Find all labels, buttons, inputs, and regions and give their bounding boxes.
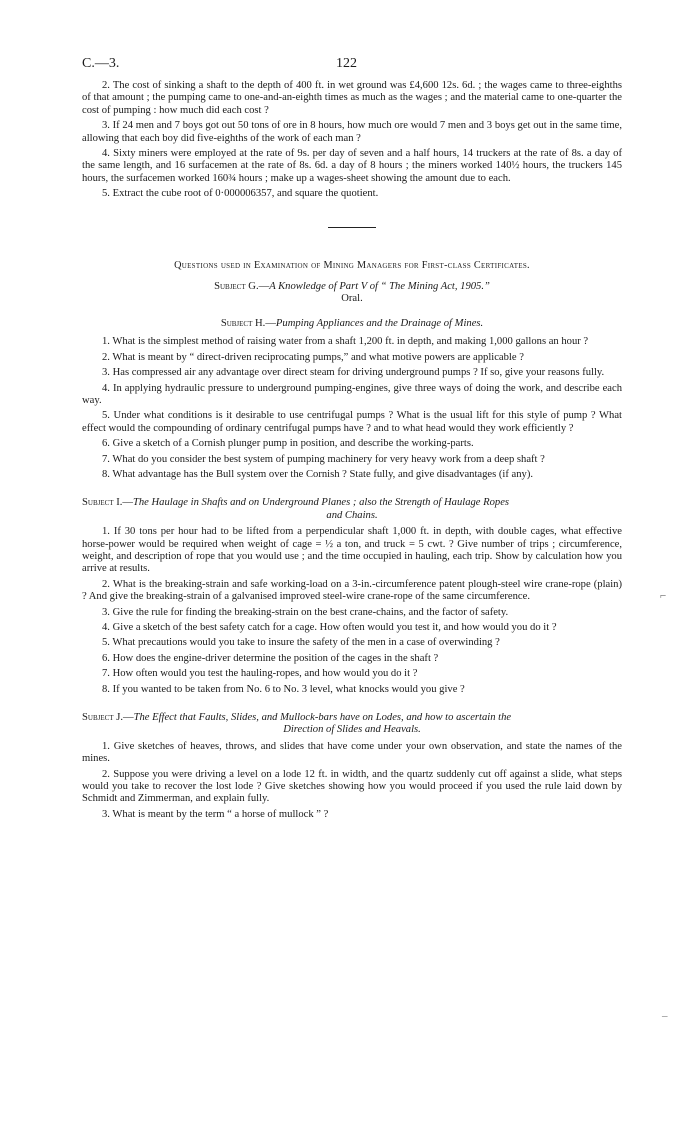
question-item: 1. If 30 tons per hour had to be lifted from a perpendicular shaft 1,000 ft. in depth, with double cages, what effective horse-power would be required when weight of cage = ½ a ton, and truck = 5 cwt. ? Give number of trips ; circumference, weight, and description of rope that you would use ; and the time occupied in hauling, each trip. Show by calculation how you arrive at results. bbox=[82, 526, 622, 575]
document-page bbox=[82, 58, 622, 824]
question-item: 5. Extract the cube root of 0·000006357, and square the quotient. bbox=[102, 188, 379, 200]
question-item: 8. What advantage has the Bull system over the Cornish ? State fully, and give disadvantages (if any). bbox=[102, 468, 533, 480]
subject-i-label: Subject I.— bbox=[82, 497, 133, 509]
question-item: 6. Give a sketch of a Cornish plunger pump in position, and describe the working-parts. bbox=[102, 438, 474, 450]
subject-g-oral: Oral. bbox=[341, 293, 363, 305]
question-item: 2. What is the breaking-strain and safe working-load on a 3-in.-circumference patent plough-steel wire crane-rope (plain) ? And give the breaking-strain of a galvanised improved steel-wire crane-rope of the same circumference. bbox=[82, 578, 622, 603]
question-item: 5. What precautions would you take to insure the safety of the men in a case of overwinding ? bbox=[102, 637, 500, 649]
section-divider bbox=[328, 227, 376, 228]
subject-g-title: A Knowledge of Part V of “ The Mining Act, 1905.” bbox=[269, 281, 490, 293]
subject-i-heading bbox=[82, 497, 622, 522]
question-item: 7. How often would you test the hauling-ropes, and how would you do it ? bbox=[102, 668, 418, 680]
page-number: 122 bbox=[336, 56, 357, 71]
subject-h-heading bbox=[82, 318, 622, 330]
subject-j-label: Subject J.— bbox=[82, 712, 134, 724]
question-item: 3. What is meant by the term “ a horse of mullock ” ? bbox=[102, 808, 329, 820]
question-item: 3. Give the rule for finding the breaking-strain on the best crane-chains, and the factor of safety. bbox=[102, 606, 509, 618]
subject-j-questions bbox=[82, 741, 622, 821]
margin-mark: – bbox=[662, 1010, 668, 1022]
question-item: 2. What is meant by “ direct-driven reciprocating pumps,” and what motive powers are applicable ? bbox=[102, 351, 524, 363]
question-item: 5. Under what conditions is it desirable to use centrifugal pumps ? What is the usual lift for this style of pump ? What effect would the compounding of ordinary centrifugal pumps have ? and to what head would they work efficiently ? bbox=[82, 410, 622, 434]
question-item: 8. If you wanted to be taken from No. 6 to No. 3 level, what knocks would you give ? bbox=[102, 683, 465, 695]
main-heading: Questions used in Examination of Mining Managers for First-class Certificates. bbox=[174, 259, 530, 271]
question-item: 3. If 24 men and 7 boys got out 50 tons of ore in 8 hours, how much ore would 7 men and 3 boys get out in the same time, allowing that each boy did five-eighths of the work of each man ? bbox=[82, 120, 622, 144]
subject-h-label: Subject H.— bbox=[220, 317, 276, 329]
question-item: 4. Sixty miners were employed at the rate of 9s. per day of seven and a half hours, 14 truckers at the rate of 8s. a day of the same length, and 16 surfacemen at the rate of 8s. 6d. a day of 8 hours ; the miners worked 140½ hours, the truckers 145 hours, the surfacemen worked 160¾ hours ; make up a wages-sheet showing the amount due to each. bbox=[82, 148, 622, 184]
question-item: 1. What is the simplest method of raising water from a shaft 1,200 ft. in depth, and making 1,000 gallons an hour ? bbox=[102, 336, 589, 348]
margin-mark: ⌐ bbox=[660, 590, 667, 602]
subject-i-title: The Haulage in Shafts and on Underground Planes ; also the Strength of Haulage Ropes bbox=[132, 497, 510, 509]
subject-g-heading bbox=[82, 281, 622, 293]
question-item: 2. The cost of sinking a shaft to the depth of 400 ft. in wet ground was £4,600 12s. 6d. ; the wages came to three-eighths of that amount ; the pumping came to one-and-an-eighth times as much as the wages ; and the material came to one-quarter the cost of pumping : how much did each cost ? bbox=[82, 80, 622, 116]
question-item: 6. How does the engine-driver determine the position of the cages in the shaft ? bbox=[102, 652, 439, 664]
question-item: 1. Give sketches of heaves, throws, and slides that have come under your own observation, and state the names of the mines. bbox=[82, 740, 622, 765]
section-arithmetic-questions bbox=[82, 80, 622, 201]
subject-h-questions bbox=[82, 336, 622, 481]
page-header bbox=[82, 58, 622, 80]
question-item: 2. Suppose you were driving a level on a lode 12 ft. in width, and the quartz suddenly cut off against a slide, what steps would you take to recover the lost lode ? Give sketches showing how you would proceed if you used the rule laid down by Schmidt and Zimmerman, and explain fully. bbox=[82, 768, 622, 805]
subject-j-heading bbox=[82, 712, 622, 737]
subject-j-title: The Effect that Faults, Slides, and Mullock-bars have on Lodes, and how to ascertain the bbox=[133, 712, 512, 724]
question-item: 4. Give a sketch of the best safety catch for a cage. How often would you test it, and how would you do it ? bbox=[102, 622, 557, 633]
document-reference: C.—3. bbox=[82, 56, 120, 71]
subject-i-title-continued: and Chains. bbox=[326, 509, 378, 521]
subject-i-questions bbox=[82, 526, 622, 696]
question-item: 4. In applying hydraulic pressure to underground pumping-engines, give three ways of doing the work, and describe each way. bbox=[82, 382, 622, 406]
question-item: 7. What do you consider the best system of pumping machinery for very heavy work from a deep shaft ? bbox=[102, 453, 545, 465]
subject-j-title-continued: Direction of Slides and Heavals. bbox=[283, 724, 421, 736]
question-item: 3. Has compressed air any advantage over direct steam for driving underground pumps ? If so, give your reasons fully. bbox=[102, 367, 605, 379]
subject-g-label: Subject G.— bbox=[214, 281, 270, 293]
subject-h-title: Pumping Appliances and the Drainage of Mines. bbox=[275, 317, 484, 329]
